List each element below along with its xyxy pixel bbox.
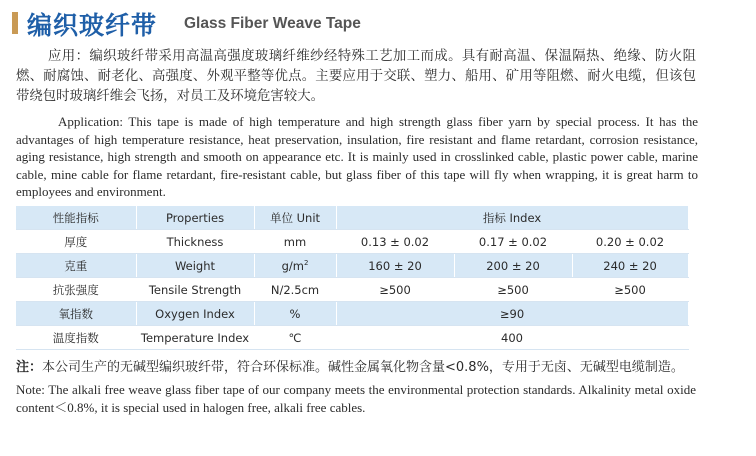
property-en: Thickness (136, 230, 254, 254)
application-paragraph-english: Application: This tape is made of high temperature and high strength glass fiber yarn by special process. It has the advantages of high temperature resistance, heat preservation, insulation, fire resistant and flame retardant, corrosion resistance, aging resistance, high strength and smooth on appearance etc. It is mainly used in crosslinked cable, plastic power cable, marine cable, mine cable for flame retardant, fire-resistant cable, but glass fiber of this tape will fly when wrapping, it is great harm to employees and environment. (16, 114, 698, 199)
header-index: 指标 Index (336, 206, 688, 230)
note-english: Note: The alkali free weave glass fiber tape of our company meets the environmental protection standards. Alkalinity metal oxide content＜0.8%, it is special used in halogen free, alkali free cables. (16, 382, 696, 415)
unit-base: g/m (281, 258, 304, 273)
property-en: Temperature Index (136, 326, 254, 350)
specification-table (16, 206, 689, 350)
application-paragraph-chinese: 应用：编织玻纤带采用高温高强度玻璃纤维纱经特殊工艺加工而成。具有耐高温、保温隔热、绝缘、防火阻燃、耐腐蚀、耐老化、高强度、外观平整等优点。主要应用于交联、塑力、船用、矿用等阻燃、耐火电缆，但该包带绕包时玻璃纤维会飞扬，对员工及环境危害较大。 (16, 49, 696, 104)
property-cn: 克重 (16, 254, 136, 278)
index-value: ≥500 (572, 278, 688, 302)
property-en: Tensile Strength (136, 278, 254, 302)
index-value: 240 ± 20 (572, 254, 688, 278)
header-unit: 单位 Unit (254, 206, 336, 230)
index-value: ≥500 (454, 278, 572, 302)
index-value: 0.13 ± 0.02 (336, 230, 454, 254)
unit-cell (254, 254, 336, 278)
title-english: Glass Fiber Weave Tape (184, 15, 361, 32)
index-value: 0.20 ± 0.02 (572, 230, 688, 254)
unit-cell: ℃ (254, 326, 336, 350)
note-chinese (16, 356, 716, 375)
index-value: 200 ± 20 (454, 254, 572, 278)
property-en: Weight (136, 254, 254, 278)
unit-superscript: 2 (303, 258, 309, 267)
unit-cell: % (254, 302, 336, 326)
index-value: ≥90 (336, 302, 688, 326)
header-property-cn: 性能指标 (16, 206, 136, 230)
unit-cell: mm (254, 230, 336, 254)
property-cn: 温度指数 (16, 326, 136, 350)
property-cn: 氧指数 (16, 302, 136, 326)
index-value: 400 (336, 326, 688, 350)
property-cn: 厚度 (16, 230, 136, 254)
table-header-row (16, 206, 688, 230)
property-cn: 抗张强度 (16, 278, 136, 302)
index-value: 160 ± 20 (336, 254, 454, 278)
unit-cell: N/2.5cm (254, 278, 336, 302)
table-row (16, 254, 688, 278)
table-row (16, 278, 688, 302)
property-en: Oxygen Index (136, 302, 254, 326)
index-value: 0.17 ± 0.02 (454, 230, 572, 254)
header-accent-bar (12, 12, 18, 34)
index-value: ≥500 (336, 278, 454, 302)
header-property-en: Properties (136, 206, 254, 230)
table-row (16, 302, 688, 326)
table-row (16, 326, 688, 350)
note-label: 注： (16, 360, 43, 375)
note-text: 本公司生产的无碱型编织玻纤带，符合环保标准。碱性金属氧化物含量<0.8%，专用于无卤、无碱型电缆制造。 (42, 360, 684, 375)
title-chinese: 编织玻纤带 (27, 11, 158, 40)
table-row (16, 230, 688, 254)
